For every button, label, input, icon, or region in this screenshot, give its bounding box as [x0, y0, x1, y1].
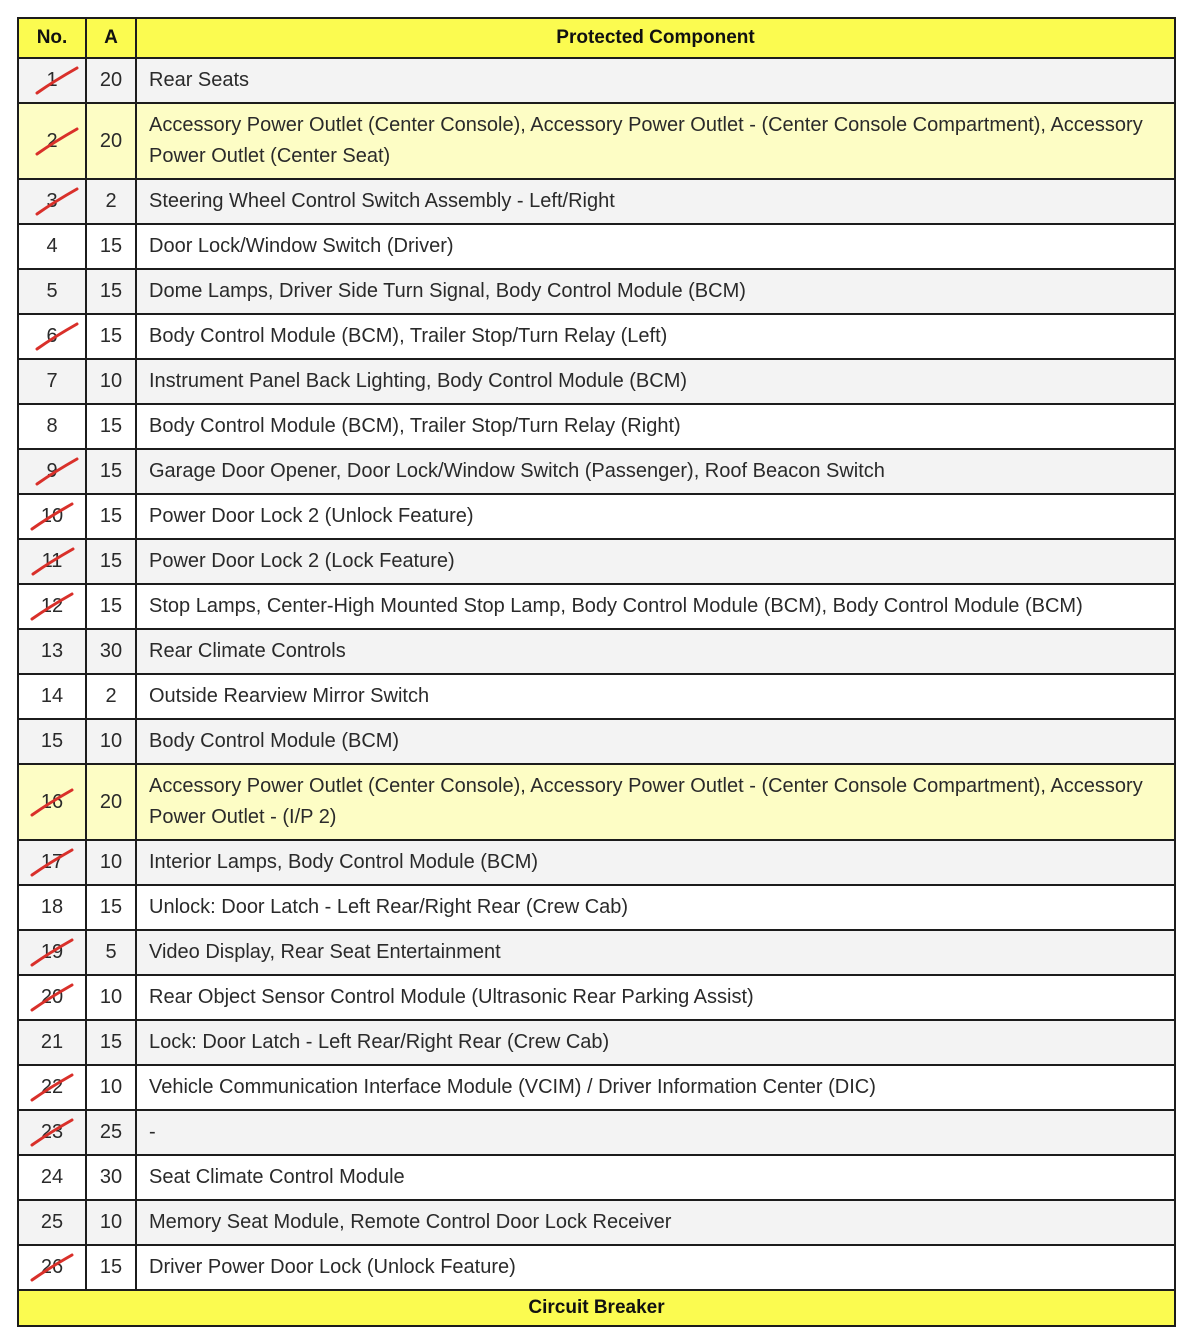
table-row [18, 359, 1175, 404]
strikethrough-stroke [32, 1255, 72, 1280]
header-component: Protected Component [136, 18, 1175, 58]
fuse-amperage: 10 [86, 975, 136, 1020]
fuse-number-wrap [41, 1166, 63, 1189]
protected-component: Accessory Power Outlet (Center Console), Accessory Power Outlet - (Center Console Compartment), Accessory Power Outlet (Center Seat) [136, 103, 1175, 179]
fuse-amperage: 15 [86, 224, 136, 269]
strikethrough-mark-icon [29, 1250, 75, 1284]
strikethrough-stroke [32, 850, 72, 875]
protected-component: Body Control Module (BCM) [136, 719, 1175, 764]
protected-component: Rear Object Sensor Control Module (Ultrasonic Rear Parking Assist) [136, 975, 1175, 1020]
fuse-number-wrap [41, 595, 63, 618]
fuse-number: 21 [40, 1031, 64, 1053]
fuse-amperage: 30 [86, 629, 136, 674]
protected-component: Driver Power Door Lock (Unlock Feature) [136, 1245, 1175, 1290]
strikethrough-stroke [32, 790, 72, 815]
circuit-breaker-row [18, 1290, 1175, 1326]
table-row [18, 494, 1175, 539]
strikethrough-mark-icon [29, 980, 75, 1014]
fuse-amperage: 2 [86, 674, 136, 719]
fuse-number-wrap [46, 280, 57, 303]
fuse-amperage: 20 [86, 764, 136, 840]
table-row [18, 103, 1175, 179]
fuse-number: 8 [46, 415, 58, 437]
fuse-amperage: 10 [86, 1200, 136, 1245]
fuse-amperage: 5 [86, 930, 136, 975]
strikethrough-mark-icon [29, 845, 75, 879]
fuse-number-wrap [41, 1211, 63, 1234]
fuse-number: 25 [40, 1211, 64, 1233]
protected-component: Steering Wheel Control Switch Assembly - Left/Right [136, 179, 1175, 224]
fuse-number-cell [18, 1020, 86, 1065]
fuse-number: 12 [40, 595, 64, 617]
fuse-number-wrap [46, 190, 57, 213]
fuse-number-wrap [41, 505, 63, 528]
fuse-number-wrap [46, 325, 57, 348]
strikethrough-mark-icon [29, 1115, 75, 1149]
fuse-number: 15 [40, 730, 64, 752]
table-row [18, 449, 1175, 494]
strikethrough-stroke [32, 594, 72, 619]
table-row [18, 1065, 1175, 1110]
fuse-number-cell [18, 674, 86, 719]
table-row [18, 975, 1175, 1020]
fuse-number-cell [18, 1155, 86, 1200]
fuse-amperage: 15 [86, 494, 136, 539]
fuse-amperage: 15 [86, 1245, 136, 1290]
table-row [18, 224, 1175, 269]
fuse-number: 7 [46, 370, 58, 392]
protected-component: Body Control Module (BCM), Trailer Stop/Turn Relay (Right) [136, 404, 1175, 449]
table-row [18, 58, 1175, 103]
fuse-number-wrap [46, 370, 57, 393]
fuse-number-wrap [41, 791, 63, 814]
protected-component: Garage Door Opener, Door Lock/Window Switch (Passenger), Roof Beacon Switch [136, 449, 1175, 494]
table-row [18, 885, 1175, 930]
strikethrough-stroke [33, 549, 73, 574]
fuse-amperage: 30 [86, 1155, 136, 1200]
fuse-number: 5 [46, 280, 58, 302]
table-row [18, 1110, 1175, 1155]
fuse-number-wrap [46, 69, 57, 92]
fuse-number-cell [18, 224, 86, 269]
protected-component: Unlock: Door Latch - Left Rear/Right Rear (Crew Cab) [136, 885, 1175, 930]
strikethrough-mark-icon [34, 319, 80, 353]
fuse-number-cell [18, 885, 86, 930]
fuse-amperage: 15 [86, 269, 136, 314]
fuse-number: 2 [46, 129, 58, 152]
fuse-number-wrap [42, 550, 63, 573]
fuse-number-cell [18, 1065, 86, 1110]
fuse-amperage: 10 [86, 359, 136, 404]
fuse-amperage: 20 [86, 103, 136, 179]
table-row [18, 674, 1175, 719]
strikethrough-mark-icon [34, 124, 80, 158]
fuse-amperage: 10 [86, 719, 136, 764]
table-row [18, 1200, 1175, 1245]
fuse-number-cell [18, 269, 86, 314]
table-row [18, 1155, 1175, 1200]
fuse-number-wrap [41, 1121, 63, 1144]
fuse-number: 24 [40, 1166, 64, 1188]
protected-component: Vehicle Communication Interface Module (VCIM) / Driver Information Center (DIC) [136, 1065, 1175, 1110]
fuse-number-cell [18, 719, 86, 764]
table-row [18, 764, 1175, 840]
fuse-amperage: 10 [86, 840, 136, 885]
strikethrough-mark-icon [29, 1070, 75, 1104]
fuse-number-wrap [46, 235, 57, 258]
table-row [18, 269, 1175, 314]
fuse-table [17, 17, 1176, 1327]
fuse-number: 22 [40, 1076, 64, 1098]
protected-component: Interior Lamps, Body Control Module (BCM) [136, 840, 1175, 885]
fuse-number-wrap [46, 130, 57, 153]
strikethrough-stroke [32, 940, 72, 965]
fuse-amperage: 15 [86, 449, 136, 494]
fuse-number: 9 [46, 460, 58, 482]
fuse-number-wrap [41, 1256, 63, 1279]
table-row [18, 404, 1175, 449]
fuse-number-cell [18, 314, 86, 359]
fuse-amperage: 15 [86, 539, 136, 584]
strikethrough-stroke [37, 459, 77, 484]
strikethrough-mark-icon [29, 589, 75, 623]
fuse-number: 1 [46, 69, 58, 91]
protected-component: - [136, 1110, 1175, 1155]
protected-component: Outside Rearview Mirror Switch [136, 674, 1175, 719]
fuse-number-wrap [46, 460, 57, 483]
fuse-number-cell [18, 1200, 86, 1245]
fuse-number-cell [18, 764, 86, 840]
protected-component: Rear Climate Controls [136, 629, 1175, 674]
strikethrough-mark-icon [34, 63, 80, 97]
strikethrough-stroke [37, 189, 77, 214]
protected-component: Body Control Module (BCM), Trailer Stop/Turn Relay (Left) [136, 314, 1175, 359]
table-row [18, 314, 1175, 359]
strikethrough-stroke [32, 1075, 72, 1100]
fuse-number: 11 [41, 550, 63, 572]
fuse-number-cell [18, 494, 86, 539]
fuse-number: 14 [40, 685, 64, 707]
protected-component: Stop Lamps, Center-High Mounted Stop Lamp, Body Control Module (BCM), Body Control Module (BCM) [136, 584, 1175, 629]
fuse-number: 23 [40, 1121, 64, 1143]
circuit-breaker-heading: Circuit Breaker [18, 1290, 1175, 1326]
protected-component: Dome Lamps, Driver Side Turn Signal, Body Control Module (BCM) [136, 269, 1175, 314]
fuse-number-cell [18, 58, 86, 103]
fuse-number: 3 [46, 190, 58, 212]
header-amps: A [86, 18, 136, 58]
fuse-amperage: 2 [86, 179, 136, 224]
protected-component: Lock: Door Latch - Left Rear/Right Rear (Crew Cab) [136, 1020, 1175, 1065]
table-row [18, 930, 1175, 975]
fuse-number-cell [18, 930, 86, 975]
protected-component: Instrument Panel Back Lighting, Body Control Module (BCM) [136, 359, 1175, 404]
protected-component: Power Door Lock 2 (Unlock Feature) [136, 494, 1175, 539]
fuse-number-cell [18, 179, 86, 224]
strikethrough-mark-icon [29, 499, 75, 533]
fuse-number: 26 [40, 1256, 64, 1278]
strikethrough-mark-icon [29, 785, 75, 819]
fuse-number-cell [18, 629, 86, 674]
fuse-number-wrap [41, 730, 63, 753]
fuse-amperage: 15 [86, 404, 136, 449]
fuse-number: 20 [40, 986, 64, 1008]
strikethrough-mark-icon [29, 935, 75, 969]
protected-component: Rear Seats [136, 58, 1175, 103]
fuse-number-wrap [41, 685, 63, 708]
fuse-number-wrap [46, 415, 57, 438]
fuse-amperage: 15 [86, 314, 136, 359]
fuse-number-wrap [41, 640, 63, 663]
protected-component: Memory Seat Module, Remote Control Door Lock Receiver [136, 1200, 1175, 1245]
table-body [18, 58, 1175, 1290]
fuse-amperage: 10 [86, 1065, 136, 1110]
fuse-number-wrap [41, 941, 63, 964]
fuse-number-wrap [41, 1031, 63, 1054]
fuse-number-cell [18, 449, 86, 494]
strikethrough-stroke [32, 985, 72, 1010]
table-row [18, 539, 1175, 584]
fuse-number-cell [18, 1110, 86, 1155]
fuse-number-wrap [41, 896, 63, 919]
fuse-number: 13 [40, 640, 64, 662]
header-no: No. [18, 18, 86, 58]
strikethrough-mark-icon [30, 544, 76, 578]
protected-component: Power Door Lock 2 (Lock Feature) [136, 539, 1175, 584]
strikethrough-mark-icon [34, 184, 80, 218]
table-row [18, 179, 1175, 224]
table-row [18, 1020, 1175, 1065]
table-row [18, 629, 1175, 674]
table-row [18, 584, 1175, 629]
fuse-number: 10 [40, 505, 64, 527]
fuse-amperage: 15 [86, 885, 136, 930]
fuse-number: 6 [46, 325, 58, 347]
fuse-amperage: 20 [86, 58, 136, 103]
strikethrough-mark-icon [34, 454, 80, 488]
fuse-number-cell [18, 404, 86, 449]
fuse-number-cell [18, 840, 86, 885]
fuse-number: 17 [40, 851, 64, 873]
protected-component: Seat Climate Control Module [136, 1155, 1175, 1200]
protected-component: Video Display, Rear Seat Entertainment [136, 930, 1175, 975]
protected-component: Door Lock/Window Switch (Driver) [136, 224, 1175, 269]
fuse-amperage: 25 [86, 1110, 136, 1155]
strikethrough-stroke [37, 68, 77, 93]
fuse-amperage: 15 [86, 1020, 136, 1065]
strikethrough-stroke [37, 324, 77, 349]
table-header-row [18, 18, 1175, 58]
fuse-number-cell [18, 975, 86, 1020]
fuse-number-cell [18, 1245, 86, 1290]
fuse-table-container [17, 17, 1174, 1327]
fuse-number-cell [18, 103, 86, 179]
strikethrough-stroke [37, 129, 77, 154]
table-row [18, 840, 1175, 885]
strikethrough-stroke [32, 504, 72, 529]
fuse-number-wrap [41, 851, 63, 874]
strikethrough-stroke [32, 1120, 72, 1145]
table-row [18, 719, 1175, 764]
fuse-number-wrap [41, 1076, 63, 1099]
fuse-number: 19 [40, 941, 64, 963]
fuse-number-cell [18, 359, 86, 404]
protected-component: Accessory Power Outlet (Center Console), Accessory Power Outlet - (Center Console Compartment), Accessory Power Outlet - (I/P 2) [136, 764, 1175, 840]
fuse-number-cell [18, 584, 86, 629]
fuse-number-cell [18, 539, 86, 584]
fuse-number: 18 [40, 896, 64, 918]
table-row [18, 1245, 1175, 1290]
fuse-amperage: 15 [86, 584, 136, 629]
fuse-number: 16 [40, 790, 64, 813]
fuse-number: 4 [46, 235, 58, 257]
fuse-number-wrap [41, 986, 63, 1009]
